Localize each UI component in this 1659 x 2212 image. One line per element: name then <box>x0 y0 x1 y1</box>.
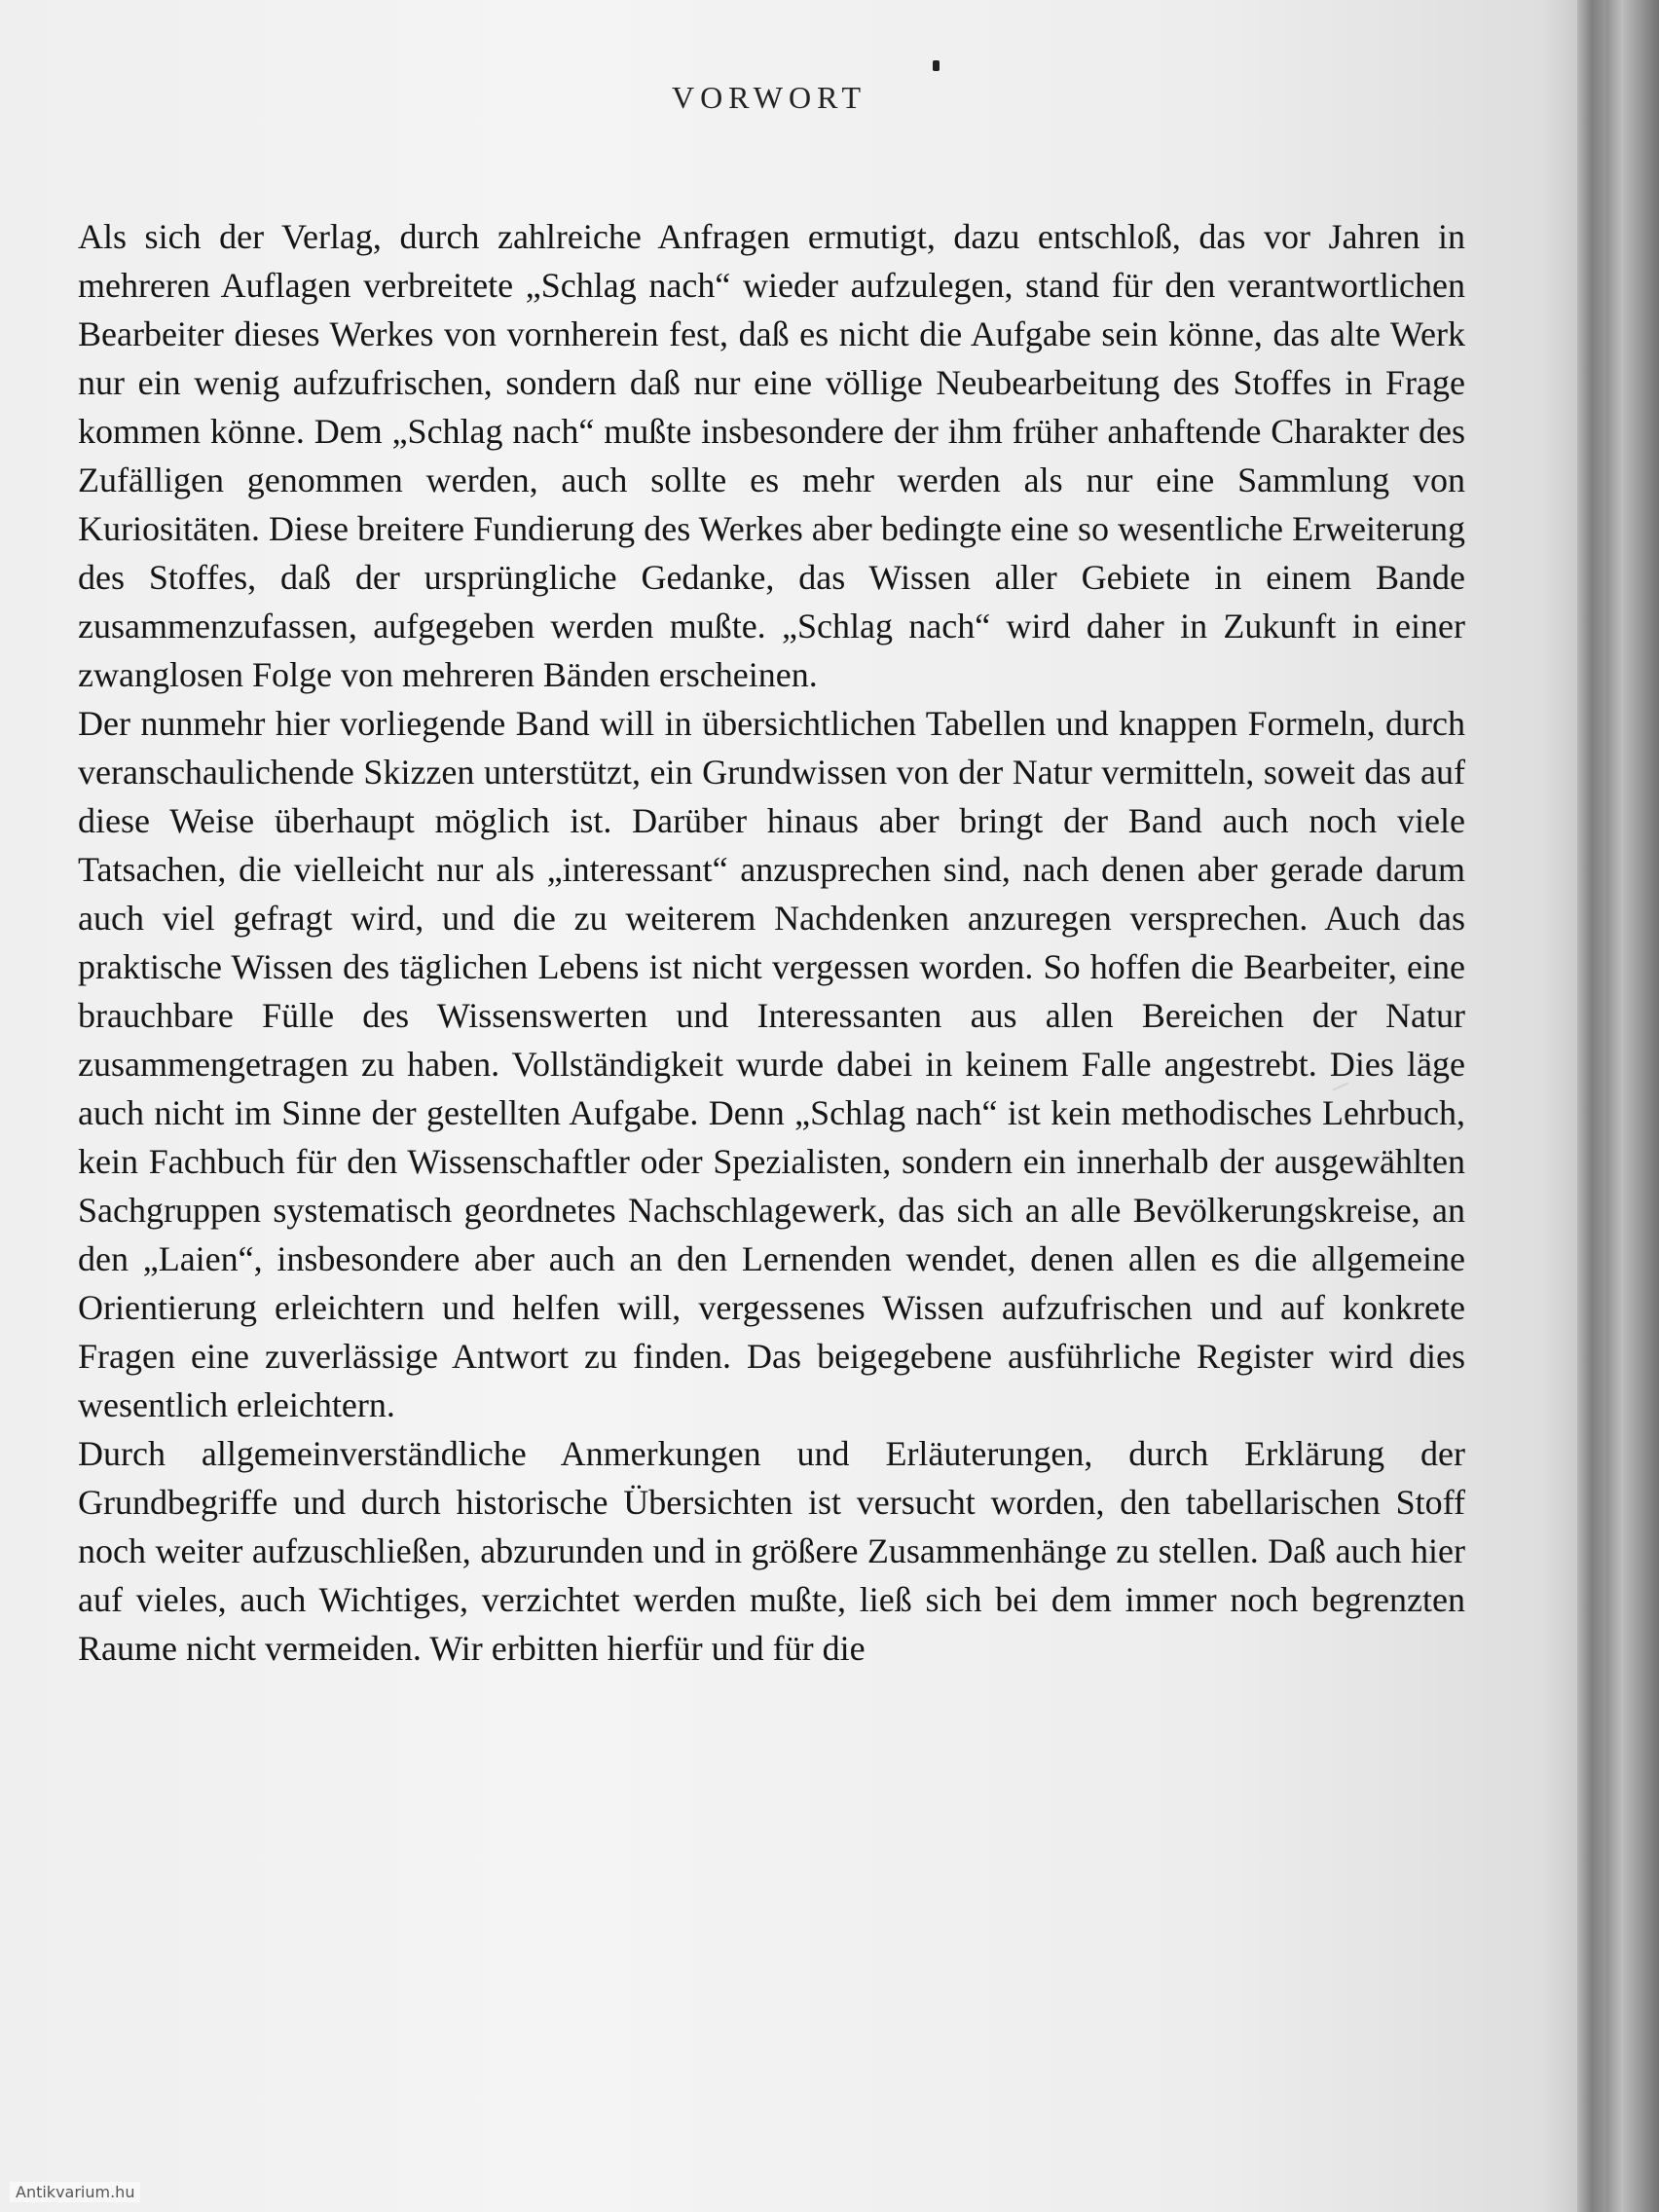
book-edge <box>1606 0 1659 2212</box>
paragraph-2: Der nunmehr hier vorliegende Band will in übersichtlichen Tabellen und knappen Formeln, durch veranschaulichende Skizzen unterstützt, ein Grundwissen von der Natur vermitteln, soweit das auf diese Weise überhaupt möglich ist. Darüber hinaus aber bringt der Band auch noch viele Tatsachen, die vielleicht nur als „interessant“ anzusprechen sind, nach denen aber gerade darum auch viel gefragt wird, und die zu weiterem Nachdenken anzuregen versprechen. Auch das praktische Wissen des täglichen Lebens ist nicht vergessen worden. So hoffen die Bearbeiter, eine brauchbare Fülle des Wissenswerten und Interessanten aus allen Bereichen der Natur zusammengetragen zu haben. Vollständigkeit wurde dabei in keinem Falle angestrebt. Dies läge auch nicht im Sinne der gestellten Aufgabe. Denn „Schlag nach“ ist kein methodisches Lehrbuch, kein Fachbuch für den Wissenschaftler oder Spezialisten, sondern ein innerhalb der ausgewählten Sachgruppen systematisch geordnetes Nachschlagewerk, das sich an alle Bevölkerungskreise, an den „Laien“, insbesondere aber auch an den Lernenden wendet, denen allen es die allgemeine Orientierung erleichtern und helfen will, vergessenes Wissen aufzufrischen und auf konkrete Fragen eine zuverlässige Antwort zu finden. Das beigegebene ausführliche Register wird dies wesentlich erleichtern. <box>78 704 1465 1424</box>
page-mark <box>933 60 940 71</box>
paragraph-3: Durch allgemeinverständliche Anmerkungen und Erläuterungen, durch Erklärung der Grundbegriffe und durch historische Übersichten ist versucht worden, den tabellarischen Stoff noch weiter aufzuschließen, abzurunden und in größere Zusammenhänge zu stellen. Daß auch hier auf vieles, auch Wichtiges, verzichtet werden mußte, ließ sich bei dem immer noch begrenzten Raume nicht vermeiden. Wir erbitten hierfür und für die <box>78 1434 1465 1668</box>
paragraph-1: Als sich der Verlag, durch zahlreiche Anfragen ermutigt, dazu entschloß, das vor Jahren in mehreren Auflagen verbreitete „Schlag nach“ wieder aufzulegen, stand für den verantwortlichen Bearbeiter dieses Werkes von vornherein fest, daß es nicht die Aufgabe sein könne, das alte Werk nur ein wenig aufzufrischen, sondern daß nur eine völlige Neubearbeitung des Stoffes in Frage kommen könne. Dem „Schlag nach“ mußte insbesondere der ihm früher anhaftende Charakter des Zufälligen genommen werden, auch sollte es mehr werden als nur eine Sammlung von Kuriositäten. Diese breitere Fundierung des Werkes aber bedingte eine so wesentliche Erweiterung des Stoffes, daß der ursprüngliche Gedanke, das Wissen aller Gebiete in einem Bande zusammenzufassen, aufgegeben werden mußte. „Schlag nach“ wird daher in Zukunft in einer zwanglosen Folge von mehreren Bänden erscheinen. <box>78 217 1465 694</box>
page-title: VORWORT <box>671 80 867 115</box>
body-text <box>78 212 1465 1673</box>
watermark-label: Antikvarium.hu <box>10 2182 140 2202</box>
